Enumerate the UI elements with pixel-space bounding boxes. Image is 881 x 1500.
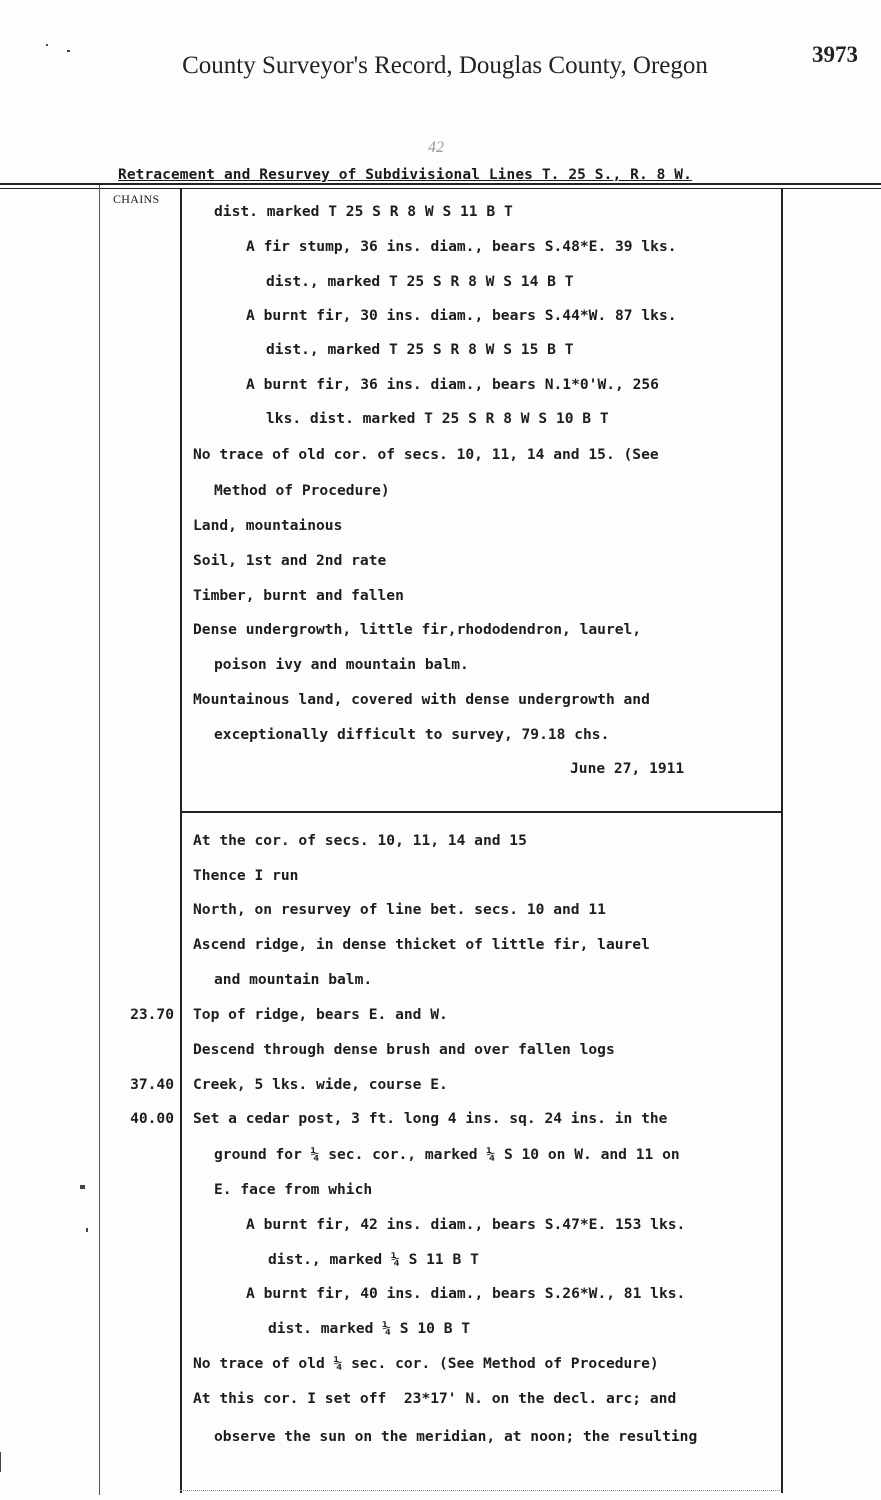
document-heading: Retracement and Resurvey of Subdivisional Lines T. 25 S., R. 8 W. <box>118 167 692 183</box>
scan-speck <box>67 50 70 52</box>
entry-line: Dense undergrowth, little fir,rhododendron, laurel, <box>193 621 642 638</box>
entry-line: No trace of old ¼ sec. cor. (See Method of Procedure) <box>193 1355 659 1372</box>
entry-line: Set a cedar post, 3 ft. long 4 ins. sq. 24 ins. in the <box>193 1110 668 1127</box>
entry-line: dist., marked T 25 S R 8 W S 14 B T <box>266 273 574 290</box>
entry-line: Ascend ridge, in dense thicket of little fir, laurel <box>193 936 650 953</box>
entry-line: observe the sun on the meridian, at noon; the resulting <box>214 1428 698 1445</box>
entry-line: dist., marked T 25 S R 8 W S 15 B T <box>266 341 574 358</box>
entry-line: Thence I run <box>193 867 299 884</box>
chains-value: 23.70 <box>130 1006 174 1023</box>
chains-value: 37.40 <box>130 1076 174 1093</box>
entry-line: and mountain balm. <box>214 971 373 988</box>
chains-value: 40.00 <box>130 1110 174 1127</box>
entry-line: A burnt fir, 42 ins. diam., bears S.47*E. 153 lks. <box>246 1216 686 1233</box>
left-margin-rule <box>99 185 100 1495</box>
section-divider <box>180 811 782 813</box>
entry-line: A burnt fir, 40 ins. diam., bears S.26*W., 81 lks. <box>246 1285 686 1302</box>
entry-line: North, on resurvey of line bet. secs. 10 and 11 <box>193 901 606 918</box>
entry-line: Top of ridge, bears E. and W. <box>193 1006 448 1023</box>
entry-line: dist. marked T 25 S R 8 W S 11 B T <box>214 203 513 220</box>
entry-line: Descend through dense brush and over fallen logs <box>193 1041 615 1058</box>
entry-line: dist. marked ¼ S 10 B T <box>268 1320 471 1337</box>
entry-line: At this cor. I set off 23*17' N. on the decl. arc; and <box>193 1390 677 1407</box>
entry-line: Creek, 5 lks. wide, course E. <box>193 1076 448 1093</box>
entry-line: exceptionally difficult to survey, 79.18 chs. <box>214 726 610 743</box>
scan-speck <box>80 1185 85 1189</box>
heading-rule-top <box>0 183 881 185</box>
chains-column-label: CHAINS <box>113 192 160 206</box>
entry-line: A burnt fir, 36 ins. diam., bears N.1*0'W., 256 <box>246 376 659 393</box>
entry-line: dist., marked ¼ S 11 B T <box>268 1251 479 1268</box>
entry-line: A burnt fir, 30 ins. diam., bears S.44*W. 87 lks. <box>246 307 677 324</box>
entry-line: E. face from which <box>214 1181 373 1198</box>
entry-line: No trace of old cor. of secs. 10, 11, 14 and 15. (See <box>193 446 659 463</box>
scan-speck <box>0 1452 1 1472</box>
entry-line: Method of Procedure) <box>214 482 390 499</box>
entry-line: At the cor. of secs. 10, 11, 14 and 15 <box>193 832 527 849</box>
entry-line: Soil, 1st and 2nd rate <box>193 552 387 569</box>
footer-dotted-rule <box>180 1490 780 1491</box>
entry-line: Land, mountainous <box>193 517 343 534</box>
entry-line: A fir stump, 36 ins. diam., bears S.48*E. 39 lks. <box>246 238 677 255</box>
entry-line: Mountainous land, covered with dense undergrowth and <box>193 691 650 708</box>
heading-rule-bottom <box>0 188 881 189</box>
entry-line: poison ivy and mountain balm. <box>214 656 469 673</box>
page-number: 3973 <box>812 42 858 67</box>
entry-date: June 27, 1911 <box>570 760 685 777</box>
record-title: County Surveyor's Record, Douglas County, Oregon <box>182 52 708 79</box>
scan-speck <box>46 44 48 46</box>
entry-line: ground for ¼ sec. cor., marked ¼ S 10 on W. and 11 on <box>214 1146 680 1163</box>
handwritten-page-mark: 42 <box>428 139 444 156</box>
right-column-rule <box>781 188 783 1493</box>
scan-speck <box>86 1228 88 1232</box>
chains-column-rule <box>180 188 182 1493</box>
entry-line: Timber, burnt and fallen <box>193 587 404 604</box>
entry-line: lks. dist. marked T 25 S R 8 W S 10 B T <box>266 410 609 427</box>
